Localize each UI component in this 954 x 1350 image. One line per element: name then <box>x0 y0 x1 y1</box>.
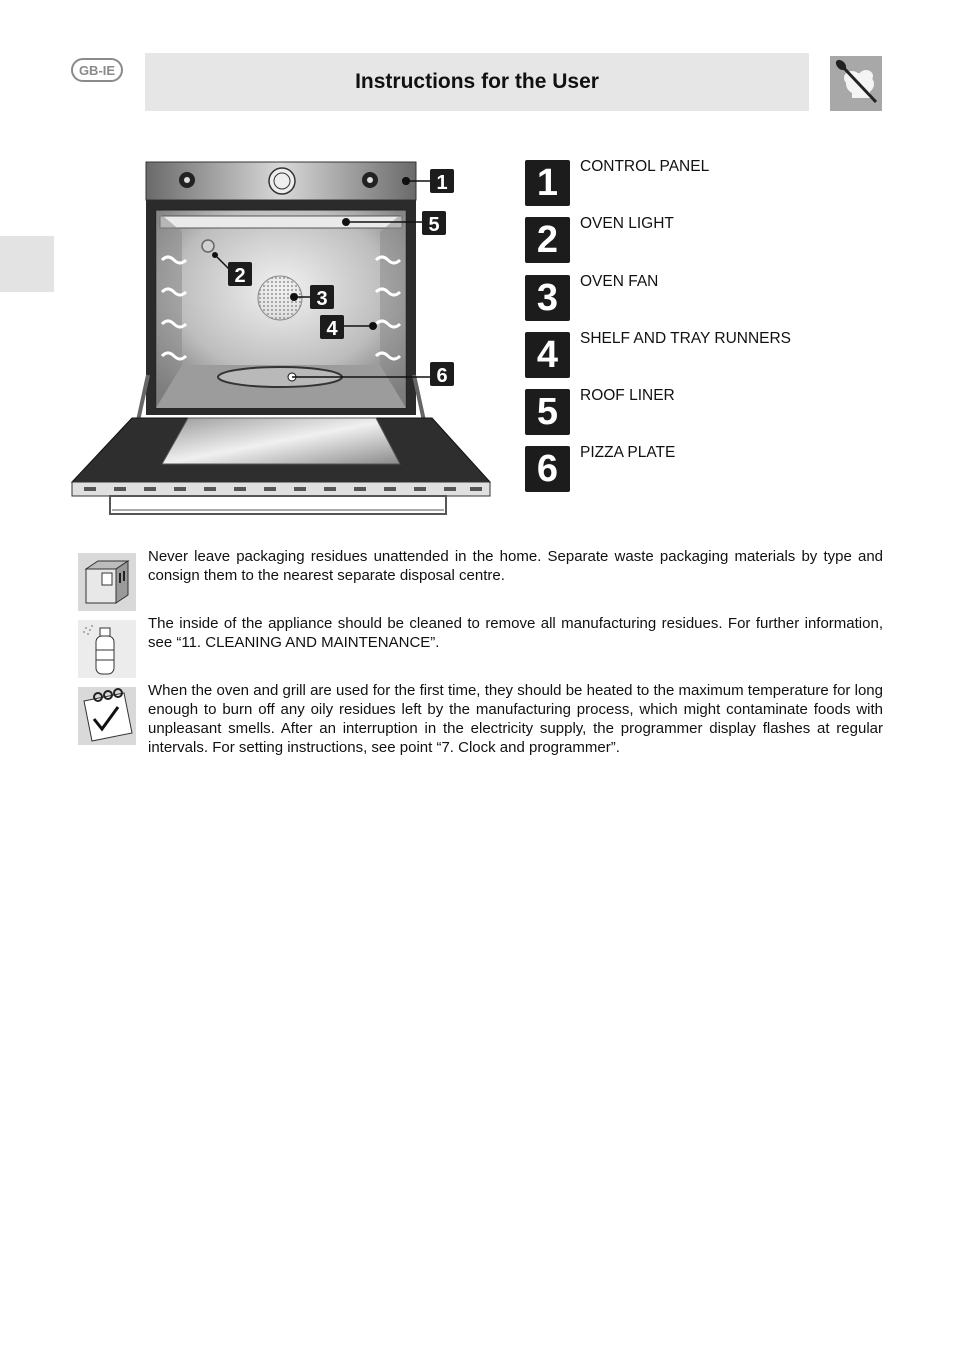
page-title: Instructions for the User <box>355 70 599 93</box>
svg-text:6: 6 <box>436 365 448 387</box>
note-text: The inside of the appliance should be cleaned to remove all manufacturing residues. For further information, see “11. CLEANING AND MAINTENANCE”. <box>148 615 883 651</box>
control-knob-left <box>179 172 195 188</box>
note-text: Never leave packaging residues unattended in the home. Separate waste packaging materials by type and consign them to the nearest separate disposal centre. <box>148 548 883 584</box>
svg-text:5: 5 <box>428 214 440 236</box>
legend-label: PIZZA PLATE <box>580 444 676 461</box>
legend-number: 2 <box>525 217 570 263</box>
svg-text:4: 4 <box>326 318 338 340</box>
svg-text:3: 3 <box>316 288 328 310</box>
note-text: When the oven and grill are used for the first time, they should be heated to the maximum temperature for long enough to burn off any oily residues left by the manufacturing process, which might contaminate foods with unpleasant smells. After an interruption in the electricity supply, the programmer display flashes at regular intervals. For setting instructions, see point “7. Clock and programmer”. <box>148 682 883 756</box>
legend-number: 3 <box>525 275 570 321</box>
legend-label: ROOF LINER <box>580 387 675 404</box>
control-knob-right <box>362 172 378 188</box>
spray-can-icon <box>78 620 136 678</box>
legend-number: 5 <box>525 389 570 435</box>
legend-label: CONTROL PANEL <box>580 158 710 175</box>
legend-number: 1 <box>525 160 570 206</box>
legend-label: SHELF AND TRAY RUNNERS <box>580 330 792 347</box>
legend-label: OVEN FAN <box>580 273 659 290</box>
svg-text:2: 2 <box>234 265 246 287</box>
notepad-check-icon <box>78 687 136 745</box>
packaging-box-icon <box>78 553 136 611</box>
language-badge: GB-IE <box>71 58 123 82</box>
side-tab <box>0 236 54 292</box>
svg-text:1: 1 <box>436 172 448 194</box>
legend-number: 4 <box>525 332 570 378</box>
legend-label: OVEN LIGHT <box>580 215 674 232</box>
legend-number: 6 <box>525 446 570 492</box>
oven-illustration <box>70 160 495 520</box>
chef-hat-spoon-icon <box>830 56 882 111</box>
title-bar <box>145 53 809 111</box>
control-clock <box>269 168 295 194</box>
